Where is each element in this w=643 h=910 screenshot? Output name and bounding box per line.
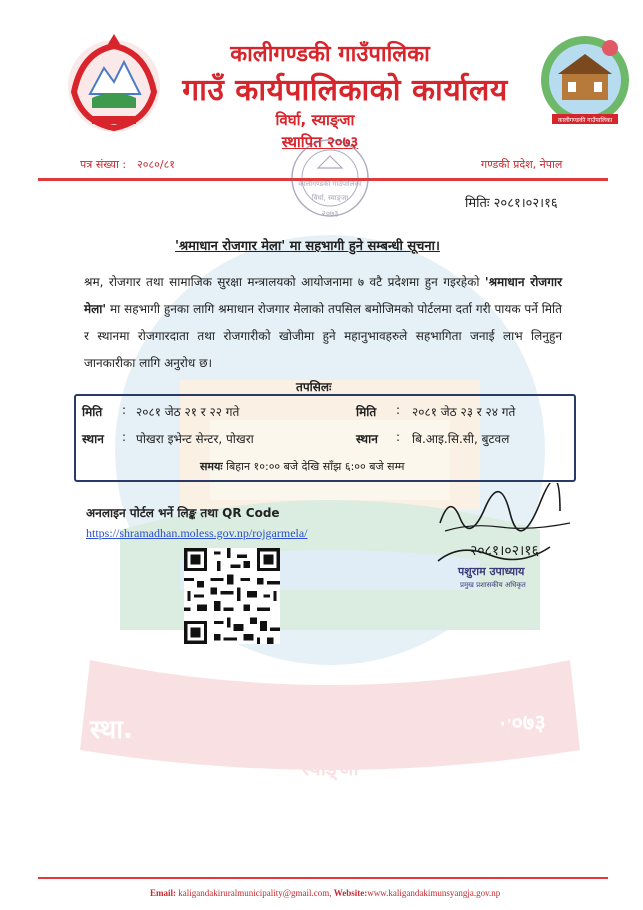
signature-title: प्रमुख प्रशासकीय अधिकृत	[460, 581, 526, 589]
notice-subject: 'श्रमाधान रोजगार मेला' मा सहभागी हुने सम्बन्धी सूचना।	[175, 239, 440, 254]
portal-link[interactable]: https://shramadhan.moless.gov.np/rojgarmela/	[86, 526, 308, 540]
time-value: बिहान १०:०० बजे देखि साँझ ६:०० बजे सम्म	[226, 460, 405, 473]
left-date-colon: :	[122, 403, 127, 417]
signature-date: २०८१।०२।१६	[470, 543, 539, 559]
body-text-bold: 'श्रमाधान रोजगार मेला'	[84, 275, 562, 316]
logo-ribbon-text: कालीगण्डकी गाउँपालिका	[557, 117, 613, 124]
right-place-colon: :	[396, 430, 401, 444]
seal-year: २०७३	[321, 209, 339, 218]
schedule-title: तपसिलः	[296, 380, 332, 394]
right-place-label: स्थान	[356, 432, 378, 446]
footer-divider	[38, 877, 608, 879]
body-text-part2: मा सहभागी हुनका लागि श्रमाधान रोजगार मेलाको तपसिल बमोजिमको पोर्टलमा दर्ता गरी पायक पर्ने मिति र स्थानमा रोजगारदाता तथा रोजगारीको खोजीमा हुने महानुभावहरुले सहभागिता जनाई लाभ लिनुहुन जानकारीका लागि अनुरोध छ।	[84, 302, 562, 370]
schedule-time	[200, 459, 404, 474]
office-location: विर्घा, स्याङ्जा	[275, 111, 355, 129]
signature	[430, 483, 580, 593]
website-value: www.kaligandakimunsyangja.gov.np	[367, 888, 501, 898]
seal-line1: कालीगण्डकी गाउँपालिका	[298, 180, 362, 188]
office-seal-stamp	[282, 138, 378, 224]
left-date-label: मिति	[82, 405, 103, 419]
left-place-value: पोखरा इभेन्ट सेन्टर, पोखरा	[136, 432, 254, 446]
signature-name: पशुराम उपाध्याय	[458, 565, 525, 578]
municipality-name: कालीगण्डकी गाउँपालिका	[230, 42, 430, 67]
website-label: Website:	[333, 888, 368, 898]
body-text-part1: श्रम, रोजगार तथा सामाजिक सुरक्षा मन्त्रालयको आयोजनामा ७ वटै प्रदेशमा हुन गइरहेको	[84, 275, 480, 289]
municipality-logo	[538, 30, 632, 130]
office-name: गाउँ कार्यपालिकाको कार्यालय	[182, 73, 508, 108]
footer-contact	[150, 888, 500, 898]
watermark-abbr: स्था.	[90, 715, 133, 745]
province-label: गण्डकी प्रदेश, नेपाल	[481, 158, 563, 171]
left-date-value: २०८१ जेठ २१ र २२ गते	[136, 405, 240, 419]
watermark-year: २०७३	[500, 711, 546, 736]
letter-date: मितिः २०८१।०२।१६	[465, 196, 558, 211]
right-date-value: २०८१ जेठ २३ र २४ गते	[412, 405, 516, 419]
left-place-colon: :	[122, 430, 127, 444]
watermark-district: स्याङ्जा	[301, 756, 359, 780]
notice-body	[84, 269, 562, 377]
time-label: समयः	[200, 460, 223, 473]
right-date-label: मिति	[356, 405, 377, 419]
seal-line2: विर्घा, स्याङ्जा	[311, 194, 349, 202]
left-place-label: स्थान	[82, 432, 104, 446]
online-portal-label: अनलाइन पोर्टल भर्ने लिङ्क तथा QR Code	[86, 506, 280, 520]
ref-number-label: पत्र संख्या :	[80, 158, 127, 171]
ref-number-value: २०८०/८१	[137, 158, 176, 171]
established-year: स्थापित २०७३	[281, 133, 359, 151]
email-label: Email:	[150, 888, 176, 898]
right-date-colon: :	[396, 403, 401, 417]
qr-code[interactable]	[184, 548, 280, 644]
watermark-name: कालीगण्डकी गाउँपालिका	[148, 704, 512, 750]
right-place-value: बि.आइ.सि.सी, बुटवल	[412, 432, 510, 446]
email-value: kaligandakiruralmunicipality@gmail.com,	[178, 888, 332, 898]
